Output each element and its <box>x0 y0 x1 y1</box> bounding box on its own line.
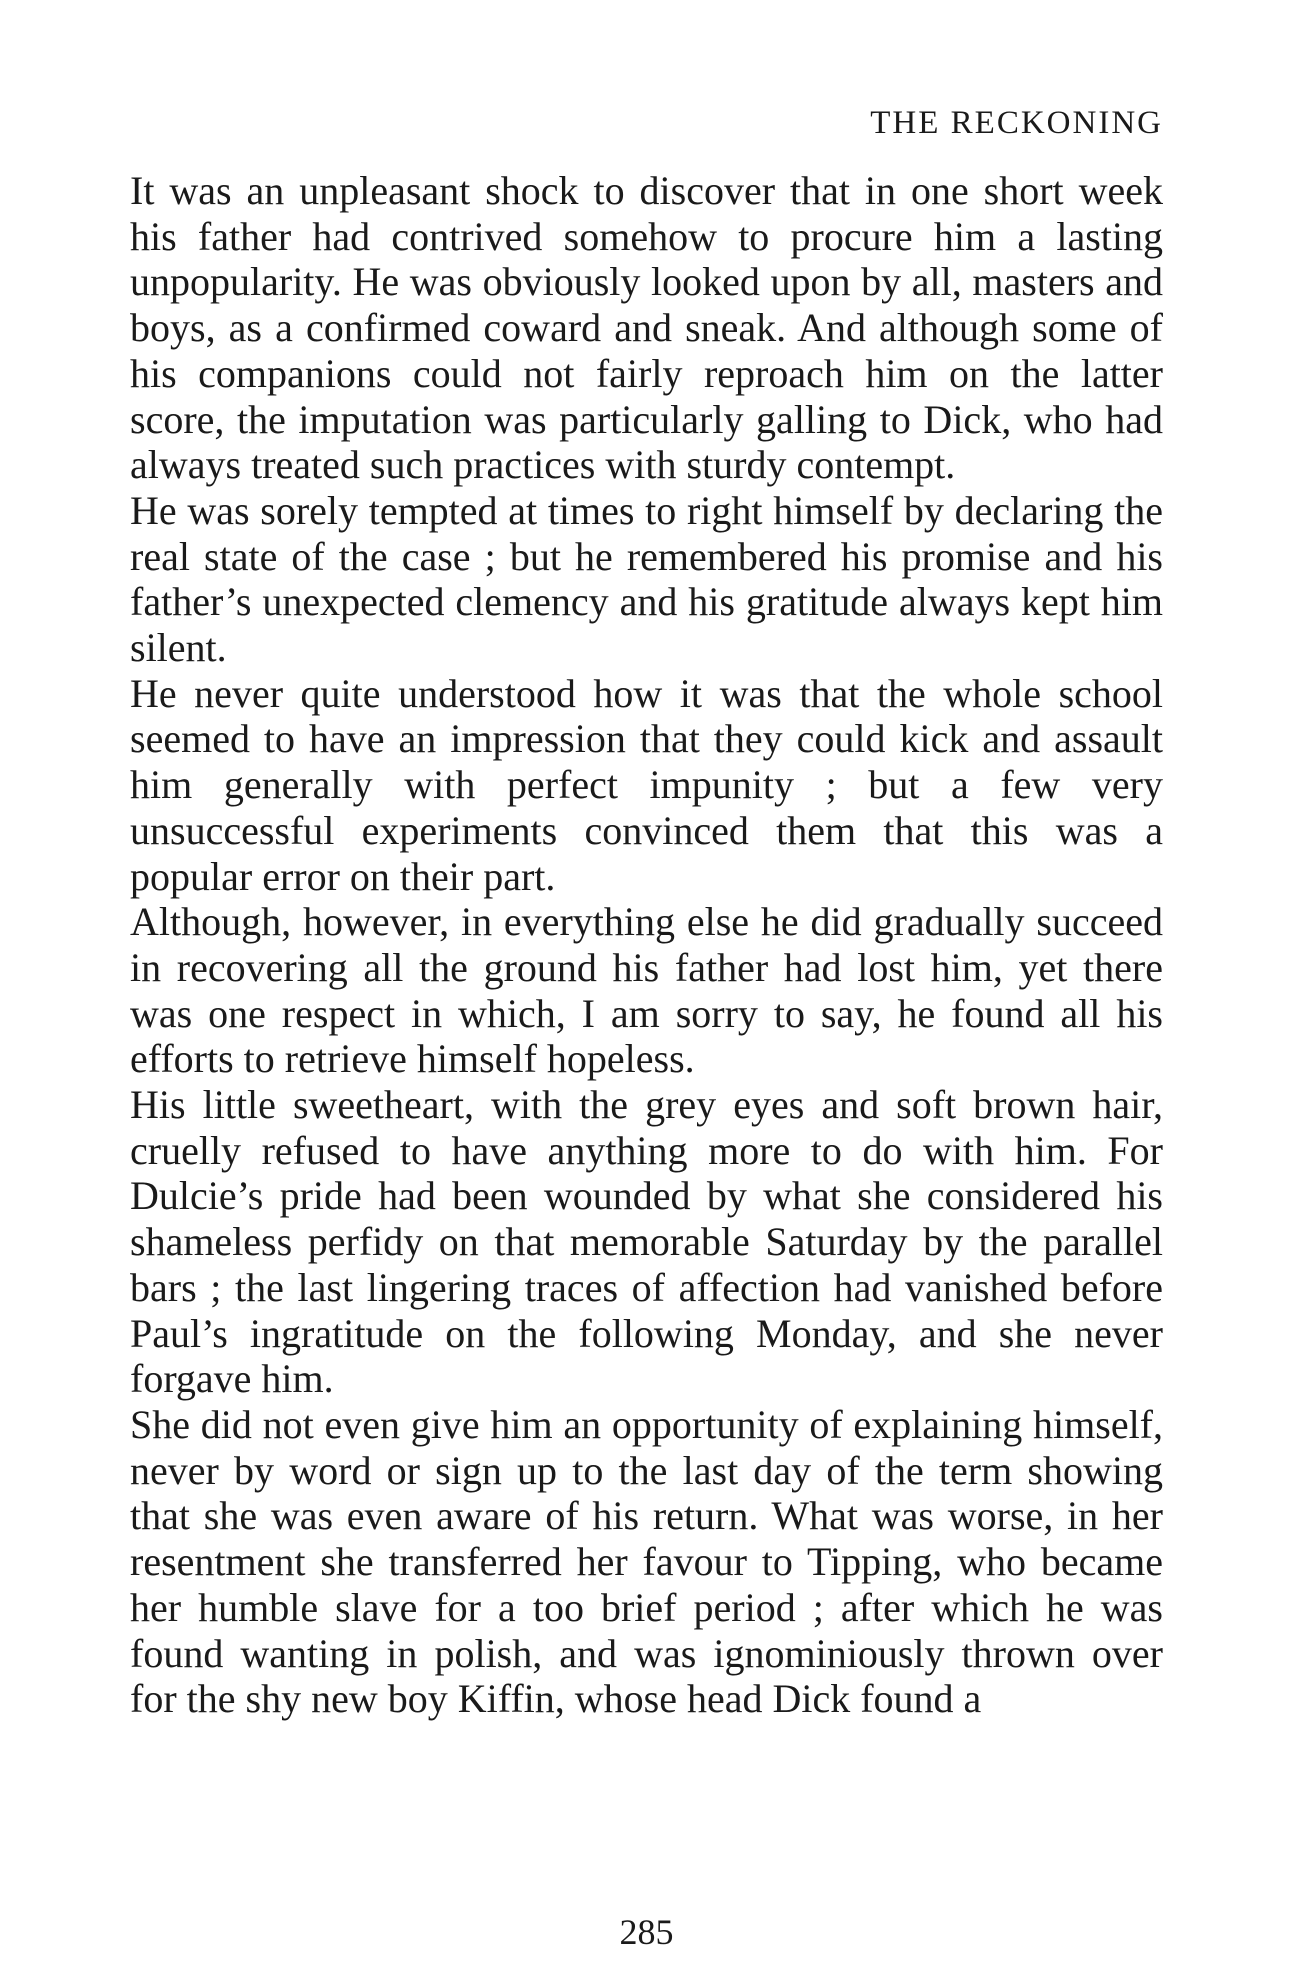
paragraph: He was sorely tempted at times to right himself by declaring the real state of the case ; but he remembered his promise and his father’s unexpected clemency and his gratitude always kept him silent. <box>130 487 1163 671</box>
paragraph: He never quite understood how it was that the whole school seemed to have an impression that they could kick and assault him generally with perfect impunity ; but a few very unsuccessful experiments convinced them that this was a popular error on their part. <box>130 670 1163 899</box>
page-number: 285 <box>619 1912 674 1952</box>
running-head: THE RECKONING <box>870 105 1163 141</box>
paragraph: Although, however, in everything else he did gradually succeed in recovering all the ground his father had lost him, yet there was one respect in which, I am sorry to say, he found all his efforts to retrieve himself hopeless. <box>130 899 1163 1082</box>
paragraph: It was an unpleasant shock to discover that in one short week his father had contrived somehow to procure him a lasting unpopularity. He was obviously looked upon by all, masters and boys, as a confirmed coward and sneak. And although some of his companions could not fairly reproach him on the latter score, the imputation was particularly galling to Dick, who had always treated such practices with sturdy contempt. <box>130 168 1163 488</box>
body-text <box>130 168 1163 1722</box>
paragraph: His little sweetheart, with the grey eyes and soft brown hair, cruelly refused to have anything more to do with him. For Dulcie’s pride had been wounded by what she considered his shameless perfidy on that memorable Saturday by the parallel bars ; the last lingering traces of affection had vanished before Paul’s ingratitude on the following Monday, and she never forgave him. <box>130 1082 1163 1402</box>
paragraph: She did not even give him an opportunity of explaining himself, never by word or sign up to the last day of the term showing that she was even aware of his return. What was worse, in her resentment she transferred her favour to Tipping, who became her humble slave for a too brief period ; after which he was found wanting in polish, and was ignominiously thrown over for the shy new boy Kiffin, whose head Dick found a <box>130 1401 1163 1722</box>
